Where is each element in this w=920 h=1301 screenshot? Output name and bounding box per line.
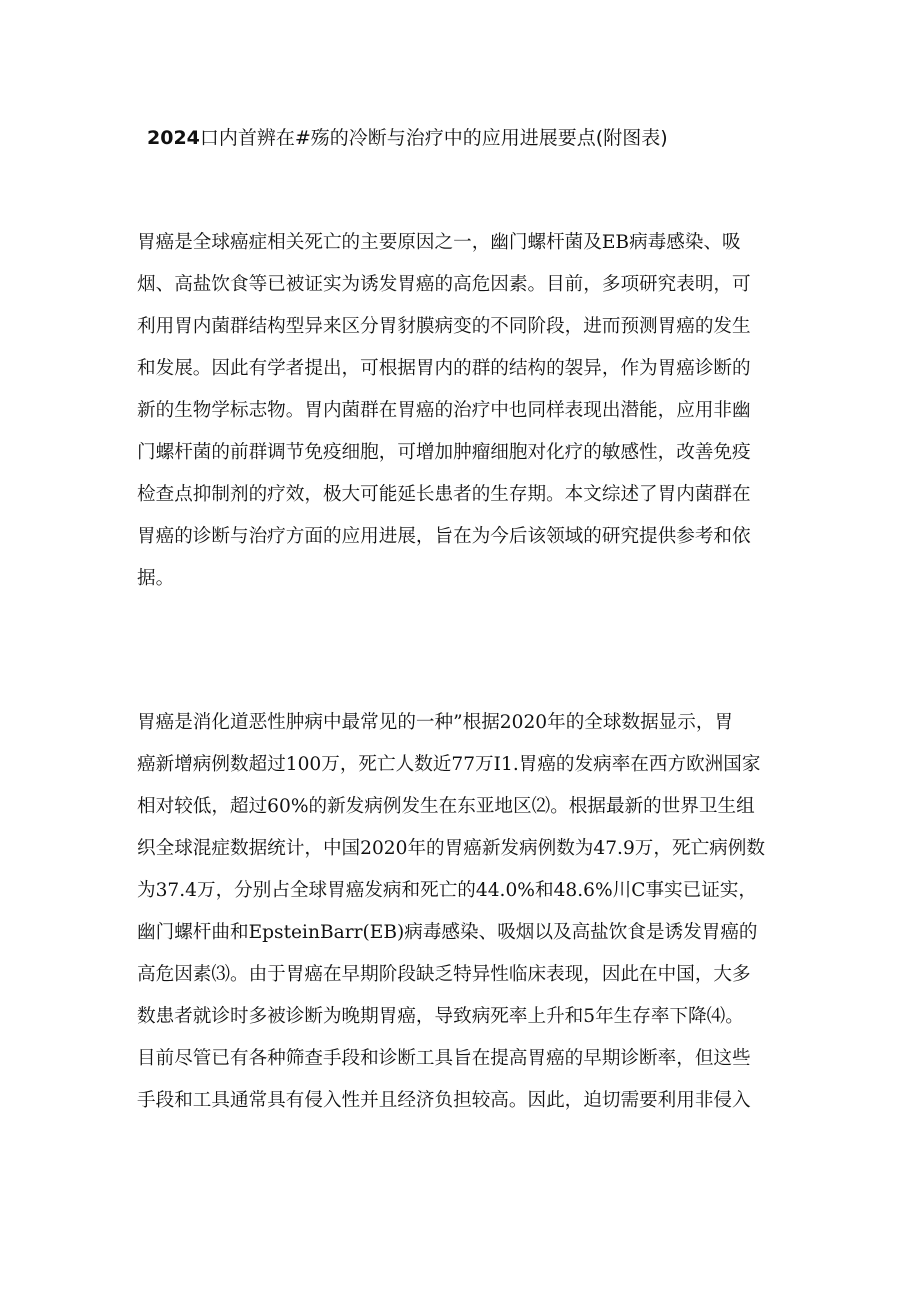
paragraph-line: 数患者就诊时多被诊断为晚期胃癌，导致病死率上升和5年生存率下降⑷。 xyxy=(137,1006,744,1027)
paragraph-line: 据。 xyxy=(137,568,175,589)
paragraph-body xyxy=(137,702,793,1122)
paragraph-line: 手段和工具通常具有侵入性并且经济负担较高。因此，迫切需要利用非侵入 xyxy=(137,1090,751,1111)
paragraph-line: 相对较低，超过60%的新发病例发生在东亚地区⑵。根据最新的世界卫生组 xyxy=(137,796,755,817)
paragraph-line: 目前尽管已有各种筛查手段和诊断工具旨在提高胃癌的早期诊断率，但这些 xyxy=(137,1048,751,1069)
paragraph-line: 胃癌是全球癌症相关死亡的主要原因之一，幽门螺杆菌及EB病毒感染、吸 xyxy=(137,232,741,253)
paragraph-line: 胃癌的诊断与治疗方面的应用进展，旨在为今后该领域的研究提供参考和依 xyxy=(137,526,751,547)
paragraph-line: 织全球混症数据统计，中国2020年的胃癌新发病例数为47.9万，死亡病例数 xyxy=(137,838,765,859)
paragraph-line: 新的生物学标志物。胃内菌群在胃癌的治疗中也同样表现出潜能，应用非幽 xyxy=(137,400,751,421)
paragraph-line: 胃癌是消化道恶性肿病中最常见的一种”根据2020年的全球数据显示，胃 xyxy=(137,712,734,733)
paragraph-line: 为37.4万，分别占全球胃癌发病和死亡的44.0%和48.6%川C事实已证实， xyxy=(137,880,758,901)
paragraph-abstract xyxy=(137,222,793,600)
paragraph-line: 癌新增病例数超过100万，死亡人数近77万I1.胃癌的发病率在西方欧洲国家 xyxy=(137,754,761,775)
paragraph-line: 门螺杆菌的前群调节免疫细胞，可增加肿瘤细胞对化疗的敏感性，改善免疫 xyxy=(137,442,751,463)
paragraph-line: 利用胃内菌群结构型异来区分胃豺膜病变的不同阶段，进而预测胃癌的发生 xyxy=(137,316,751,337)
paragraph-line: 检查点抑制剂的疗效，极大可能延长患者的生存期。本文综述了胃内菌群在 xyxy=(137,484,751,505)
paragraph-line: 高危因素⑶。由于胃癌在早期阶段缺乏特异性临床表现，因此在中国，大多 xyxy=(137,964,751,985)
title-year: 2024 xyxy=(147,127,200,149)
title-text: 口内首辨在#殇的冷断与治疗中的应用进展要点(附图表) xyxy=(199,127,668,149)
paragraph-line: 烟、高盐饮食等已被证实为诱发胃癌的高危因素。目前，多项研究表明，可 xyxy=(137,274,751,295)
paragraph-line: 幽门螺杆曲和EpsteinBarr(EB)病毒感染、吸烟以及高盐饮食是诱发胃癌的 xyxy=(137,922,758,943)
document-title xyxy=(147,121,787,155)
paragraph-line: 和发展。因此有学者提出，可根据胃内的群的结构的袈异，作为胃癌诊断的 xyxy=(137,358,751,379)
